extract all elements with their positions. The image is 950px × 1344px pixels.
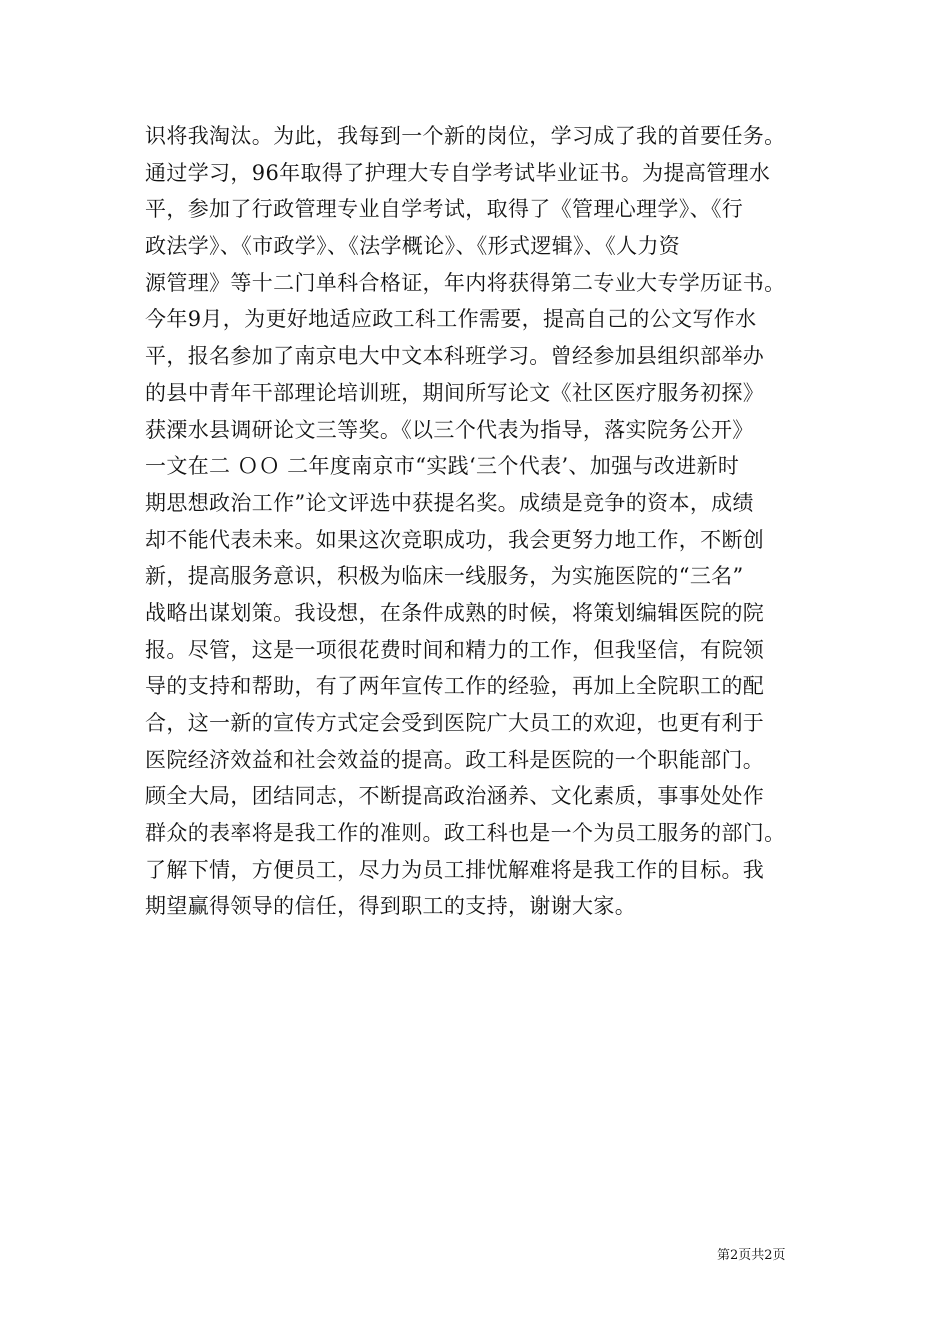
text-line: 的县中青年干部理论培训班，期间所写论文《社区医疗服务初探》	[145, 380, 765, 405]
text-line: 获溧水县调研论文三等奖。《以三个代表为指导，落实院务公开》	[145, 417, 754, 442]
text-line: 源管理》等十二门单科合格证，年内将获得第二专业大专学历证书。	[145, 270, 786, 295]
text-line: 了解下情，方便员工，尽力为员工排忧解难将是我工作的目标。我	[145, 857, 765, 882]
text-line: 一文在二 ＯＯ 二年度南京市“实践‘三个代表’、加强与改进新时	[145, 454, 740, 479]
text-line: 报。尽管，这是一项很花费时间和精力的工作，但我坚信，有院领	[145, 637, 765, 662]
text-line: 政法学》、《市政学》、《法学概论》、《形式逻辑》、《人力资	[145, 234, 681, 259]
text-line: 今年9月，为更好地适应政工科工作需要，提高自己的公文写作水	[145, 307, 757, 332]
text-line: 导的支持和帮助，有了两年宣传工作的经验，再加上全院职工的配	[145, 674, 765, 699]
text-line: 合，这一新的宣传方式定会受到医院广大员工的欢迎，也更有利于	[145, 711, 765, 735]
body-text	[145, 118, 845, 925]
text-line: 战略出谋划策。我设想，在条件成熟的时候，将策划编辑医院的院	[145, 600, 765, 625]
text-line: 期望赢得领导的信任，得到职工的支持，谢谢大家。	[145, 894, 637, 919]
text-line: 顾全大局，团结同志，不断提高政治涵养、文化素质，事事处处作	[145, 784, 765, 809]
text-line: 期思想政治工作”论文评选中获提名奖。成绩是竞争的资本，成绩	[145, 490, 754, 515]
text-line: 平，参加了行政管理专业自学考试，取得了《管理心理学》、《行	[145, 197, 744, 222]
text-line: 群众的表率将是我工作的准则。政工科也是一个为员工服务的部门。	[145, 821, 786, 846]
text-line: 识将我淘汰。为此，我每到一个新的岗位，学习成了我的首要任务。	[145, 124, 786, 148]
page-number: 第2页共2页	[717, 1248, 786, 1263]
text-line: 平，报名参加了南京电大中文本科班学习。曾经参加县组织部举办	[145, 344, 765, 369]
text-line: 医院经济效益和社会效益的提高。政工科是医院的一个职能部门。	[145, 747, 765, 772]
text-line: 却不能代表未来。如果这次竞职成功，我会更努力地工作，不断创	[145, 527, 765, 552]
text-line: 新，提高服务意识，积极为临床一线服务，为实施医院的“三名”	[145, 564, 744, 589]
text-line: 通过学习，96年取得了护理大专自学考试毕业证书。为提高管理水	[145, 160, 771, 185]
